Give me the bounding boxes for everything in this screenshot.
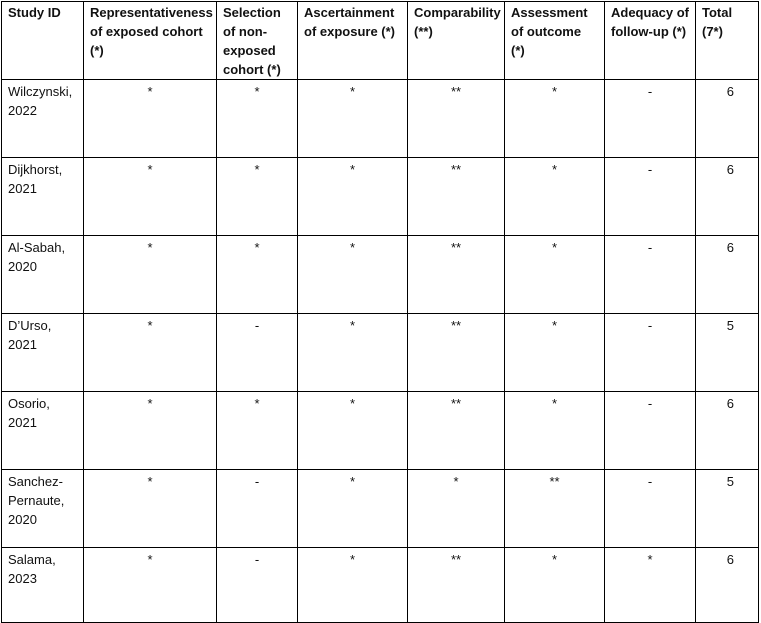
table-row: [2, 236, 759, 314]
header-total: Total (7*): [696, 2, 759, 80]
total-cell: 6: [696, 80, 759, 158]
followup-cell: -: [605, 80, 696, 158]
study-id-cell: Dijkhorst, 2021: [2, 158, 84, 236]
representativeness-cell: *: [84, 80, 217, 158]
ascertainment-cell: *: [298, 80, 408, 158]
representativeness-cell: *: [84, 470, 217, 548]
header-representativeness: Representativeness of exposed cohort (*): [84, 2, 217, 80]
total-cell: 6: [696, 392, 759, 470]
header-followup: Adequacy of follow-up (*): [605, 2, 696, 80]
selection-cell: *: [217, 80, 298, 158]
header-row: [2, 2, 759, 80]
ascertainment-cell: *: [298, 470, 408, 548]
comparability-cell: *: [408, 470, 505, 548]
header-comparability: Comparability (**): [408, 2, 505, 80]
quality-assessment-table: [1, 1, 759, 623]
comparability-cell: **: [408, 236, 505, 314]
table-row: [2, 158, 759, 236]
representativeness-cell: *: [84, 236, 217, 314]
assessment-cell: *: [505, 236, 605, 314]
selection-cell: *: [217, 158, 298, 236]
header-study-id: Study ID: [2, 2, 84, 80]
ascertainment-cell: *: [298, 158, 408, 236]
study-id-cell: Al-Sabah, 2020: [2, 236, 84, 314]
assessment-cell: *: [505, 80, 605, 158]
followup-cell: -: [605, 470, 696, 548]
assessment-cell: *: [505, 158, 605, 236]
ascertainment-cell: *: [298, 392, 408, 470]
representativeness-cell: *: [84, 392, 217, 470]
study-id-cell: Salama, 2023: [2, 548, 84, 623]
representativeness-cell: *: [84, 314, 217, 392]
comparability-cell: **: [408, 80, 505, 158]
header-ascertainment: Ascertainment of exposure (*): [298, 2, 408, 80]
selection-cell: *: [217, 236, 298, 314]
selection-cell: -: [217, 314, 298, 392]
table-row: [2, 314, 759, 392]
table-row: [2, 392, 759, 470]
selection-cell: -: [217, 470, 298, 548]
ascertainment-cell: *: [298, 314, 408, 392]
followup-cell: *: [605, 548, 696, 623]
selection-cell: *: [217, 392, 298, 470]
study-id-cell: Wilczynski, 2022: [2, 80, 84, 158]
comparability-cell: **: [408, 392, 505, 470]
selection-cell: -: [217, 548, 298, 623]
table-header: [2, 2, 759, 80]
total-cell: 6: [696, 236, 759, 314]
ascertainment-cell: *: [298, 236, 408, 314]
study-id-cell: Osorio, 2021: [2, 392, 84, 470]
table-body: [2, 80, 759, 623]
study-id-cell: D’Urso, 2021: [2, 314, 84, 392]
total-cell: 6: [696, 158, 759, 236]
followup-cell: -: [605, 314, 696, 392]
assessment-cell: *: [505, 548, 605, 623]
representativeness-cell: *: [84, 548, 217, 623]
total-cell: 6: [696, 548, 759, 623]
total-cell: 5: [696, 314, 759, 392]
representativeness-cell: *: [84, 158, 217, 236]
assessment-cell: **: [505, 470, 605, 548]
table-row: [2, 80, 759, 158]
header-selection: Selection of non-exposed cohort (*): [217, 2, 298, 80]
header-assessment: Assessment of outcome (*): [505, 2, 605, 80]
study-id-cell: Sanchez-Pernaute, 2020: [2, 470, 84, 548]
comparability-cell: **: [408, 548, 505, 623]
table-row: [2, 548, 759, 623]
followup-cell: -: [605, 392, 696, 470]
comparability-cell: **: [408, 314, 505, 392]
total-cell: 5: [696, 470, 759, 548]
comparability-cell: **: [408, 158, 505, 236]
table-row: [2, 470, 759, 548]
assessment-cell: *: [505, 392, 605, 470]
ascertainment-cell: *: [298, 548, 408, 623]
followup-cell: -: [605, 158, 696, 236]
followup-cell: -: [605, 236, 696, 314]
assessment-cell: *: [505, 314, 605, 392]
